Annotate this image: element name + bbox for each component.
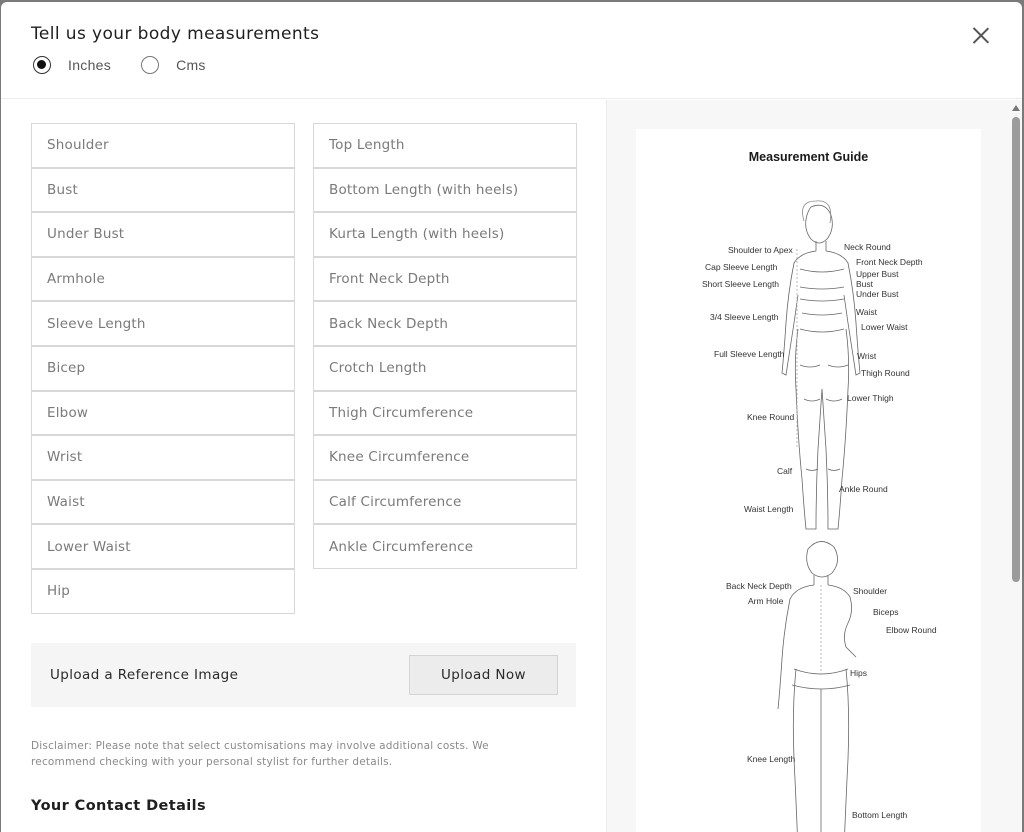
bust-field[interactable]: Bust (31, 168, 295, 213)
contact-details-heading: Your Contact Details (31, 798, 207, 814)
waist-field[interactable]: Waist (31, 480, 295, 525)
front-neck-depth-field[interactable]: Front Neck Depth (313, 257, 577, 302)
wrist-field[interactable]: Wrist (31, 435, 295, 480)
shoulder-field[interactable]: Shoulder (31, 123, 295, 168)
back-labels (726, 581, 937, 820)
label-back-shoulder: Shoulder (853, 586, 888, 596)
body-diagram (636, 129, 981, 832)
modal-header (1, 2, 1022, 99)
label-calf: Calf (777, 466, 793, 476)
label-full-sleeve-length: Full Sleeve Length (714, 349, 785, 359)
scroll-up-icon[interactable] (1012, 105, 1020, 111)
disclaimer-text: Disclaimer: Please note that select customisations may involve additional costs. We recommend checking with your personal stylist for further details. (31, 740, 489, 768)
guide-scrollbar[interactable] (1009, 103, 1022, 832)
measurement-column-left (31, 123, 295, 614)
label-lower-waist: Lower Waist (861, 322, 908, 332)
label-arm-hole: Arm Hole (748, 596, 784, 606)
upload-reference-section (31, 643, 576, 707)
label-wrist: Wrist (857, 351, 877, 361)
label-knee-length: Knee Length (747, 754, 796, 764)
sleeve-length-field[interactable]: Sleeve Length (31, 301, 295, 346)
label-waist: Waist (856, 307, 877, 317)
bicep-field[interactable]: Bicep (31, 346, 295, 391)
measurement-column-right (313, 123, 577, 569)
cms-radio[interactable] (141, 56, 159, 74)
label-knee-round: Knee Round (747, 412, 795, 422)
label-shoulder-to-apex: Shoulder to Apex (728, 245, 793, 255)
measurements-modal (1, 2, 1022, 832)
knee-circumference-field[interactable]: Knee Circumference (313, 435, 577, 480)
cms-label[interactable]: Cms (176, 57, 206, 73)
label-ankle-round: Ankle Round (839, 484, 888, 494)
top-length-field[interactable]: Top Length (313, 123, 577, 168)
label-lower-thigh: Lower Thigh (847, 393, 894, 403)
front-labels (702, 242, 923, 514)
label-upper-bust: Upper Bust (856, 269, 899, 279)
upload-now-button[interactable]: Upload Now (409, 655, 558, 695)
scrollbar-thumb[interactable] (1012, 117, 1020, 582)
kurta-length-field[interactable]: Kurta Length (with heels) (313, 212, 577, 257)
armhole-field[interactable]: Armhole (31, 257, 295, 302)
label-bust: Bust (856, 279, 874, 289)
modal-title: Tell us your body measurements (31, 24, 320, 44)
elbow-field[interactable]: Elbow (31, 391, 295, 436)
ankle-circumference-field[interactable]: Ankle Circumference (313, 524, 577, 569)
unit-selector (33, 56, 236, 74)
label-biceps: Biceps (873, 607, 899, 617)
label-back-neck-depth: Back Neck Depth (726, 581, 792, 591)
crotch-length-field[interactable]: Crotch Length (313, 346, 577, 391)
lower-waist-field[interactable]: Lower Waist (31, 524, 295, 569)
label-three-quarter-sleeve: 3/4 Sleeve Length (710, 312, 779, 322)
label-short-sleeve-length: Short Sleeve Length (702, 279, 780, 289)
label-front-neck-depth: Front Neck Depth (856, 257, 923, 267)
measurement-form (1, 100, 605, 832)
label-elbow-round: Elbow Round (886, 625, 937, 635)
back-neck-depth-field[interactable]: Back Neck Depth (313, 301, 577, 346)
inches-label[interactable]: Inches (68, 57, 112, 73)
label-thigh-round: Thigh Round (861, 368, 910, 378)
label-neck-round: Neck Round (844, 242, 891, 252)
under-bust-field[interactable]: Under Bust (31, 212, 295, 257)
close-icon[interactable] (967, 22, 995, 50)
label-bottom-length: Bottom Length (852, 810, 908, 820)
guide-panel (606, 100, 1022, 832)
upload-label: Upload a Reference Image (50, 667, 239, 683)
measurement-guide-card (636, 129, 981, 832)
label-cap-sleeve-length: Cap Sleeve Length (705, 262, 778, 272)
inches-radio[interactable] (33, 56, 51, 74)
bottom-length-field[interactable]: Bottom Length (with heels) (313, 168, 577, 213)
label-waist-length: Waist Length (744, 504, 794, 514)
label-hips: Hips (850, 668, 868, 678)
hip-field[interactable]: Hip (31, 569, 295, 614)
calf-circumference-field[interactable]: Calf Circumference (313, 480, 577, 525)
guide-title: Measurement Guide (748, 150, 869, 164)
label-under-bust: Under Bust (856, 289, 899, 299)
thigh-circumference-field[interactable]: Thigh Circumference (313, 391, 577, 436)
